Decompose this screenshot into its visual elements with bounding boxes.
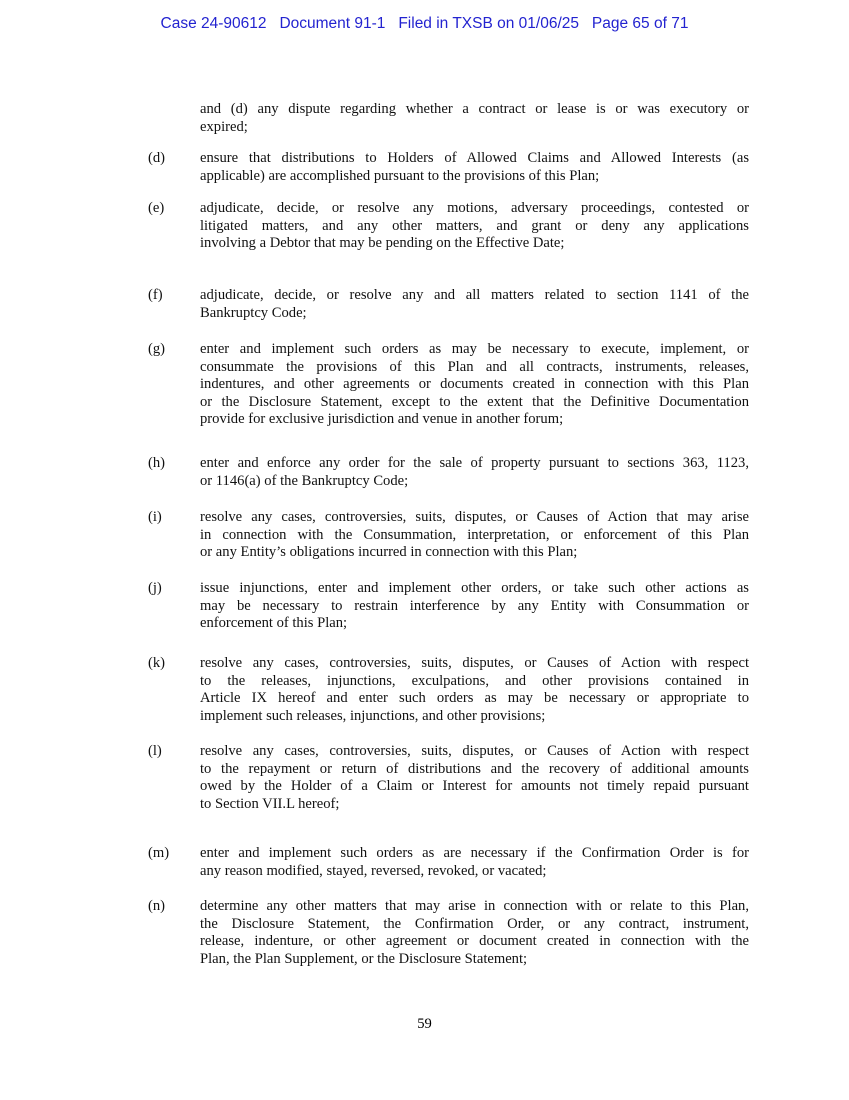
text-line: enter and implement such orders as are necessary if the Confirmation Order is for [200, 845, 749, 861]
paragraph-d [148, 150, 749, 185]
text-line: Article IX hereof and enter such orders as may be necessary or appropriate to [200, 690, 749, 707]
text-line: expired; [200, 118, 248, 135]
paragraph-text [200, 341, 749, 429]
text-line: enter and enforce any order for the sale of property pursuant to sections 363, 1123, [200, 455, 749, 471]
text-line: implement such releases, injunctions, and other provisions; [200, 707, 546, 724]
text-line: consummate the provisions of this Plan and all contracts, instruments, releases, [200, 358, 749, 375]
text-line: Plan, the Plan Supplement, or the Disclosure Statement; [200, 950, 528, 967]
text-line: adjudicate, decide, or resolve any motions, adversary proceedings, contested or [200, 200, 749, 216]
text-line: may be necessary to restrain interference by any Entity with Consummation or [200, 597, 749, 614]
text-line: or the Disclosure Statement, except to the extent that the Definitive Documentation [200, 393, 749, 410]
paragraph-n [148, 898, 749, 968]
text-line: or 1146(a) of the Bankruptcy Code; [200, 472, 409, 489]
text-line: or any Entity’s obligations incurred in connection with this Plan; [200, 544, 578, 561]
paragraph-m [148, 845, 749, 880]
text-line: release, indenture, or other agreement or document created in connection with the [200, 933, 749, 950]
paragraph-label: (i) [148, 509, 162, 525]
paragraph-label: (m) [148, 845, 170, 861]
text-line: to Section VII.L hereof; [200, 795, 340, 812]
paragraph-j [148, 580, 749, 633]
text-line: issue injunctions, enter and implement other orders, or take such other actions as [200, 580, 749, 596]
text-line: adjudicate, decide, or resolve any and all matters related to section 1141 of the [200, 287, 749, 303]
text-line: resolve any cases, controversies, suits, disputes, or Causes of Action with respect [200, 743, 749, 759]
text-line: and (d) any dispute regarding whether a contract or lease is or was executory or [200, 101, 749, 117]
text-line: to the repayment or return of distributions and the recovery of additional amounts [200, 760, 749, 777]
text-line: provide for exclusive jurisdiction and venue in another forum; [200, 411, 564, 428]
text-line: Bankruptcy Code; [200, 304, 307, 321]
paragraph-text [200, 200, 749, 253]
paragraph-i [148, 509, 749, 562]
text-line: enter and implement such orders as may be necessary to execute, implement, or [200, 341, 749, 357]
text-line: determine any other matters that may arise in connection with or relate to this Plan, [200, 898, 749, 914]
filing-header: Case 24-90612 Document 91-1 Filed in TXSB on 01/06/25 Page 65 of 71 [160, 15, 689, 32]
paragraph-h [148, 455, 749, 490]
paragraph-text [200, 509, 749, 562]
paragraph-label: (k) [148, 655, 166, 671]
text-line: in connection with the Consummation, interpretation, or enforcement of this Plan [200, 526, 749, 543]
paragraph-label: (j) [148, 580, 162, 596]
text-line: indentures, and other agreements or documents created in connection with this Plan [200, 376, 749, 393]
paragraph-text [200, 898, 749, 968]
text-line: resolve any cases, controversies, suits, disputes, or Causes of Action that may arise [200, 509, 749, 525]
paragraph-label: (f) [148, 287, 163, 303]
paragraph-label: (h) [148, 455, 166, 471]
text-line: to the releases, injunctions, exculpations, and other provisions contained in [200, 672, 749, 689]
paragraph-text [200, 845, 749, 880]
paragraph-label: (g) [148, 341, 166, 357]
paragraph-label: (d) [148, 150, 166, 166]
page-number: 59 [417, 1016, 432, 1032]
paragraph-e [148, 200, 749, 253]
text-line: involving a Debtor that may be pending on the Effective Date; [200, 235, 565, 252]
text-line: the Disclosure Statement, the Confirmation Order, or any contract, instrument, [200, 915, 749, 932]
paragraph-text [200, 455, 749, 490]
text-line: applicable) are accomplished pursuant to the provisions of this Plan; [200, 167, 600, 184]
text-line: resolve any cases, controversies, suits, disputes, or Causes of Action with respect [200, 655, 749, 671]
paragraph-f [148, 287, 749, 322]
paragraph-text [200, 150, 749, 185]
text-line: owed by the Holder of a Claim or Interest for amounts not timely repaid pursuant [200, 778, 749, 795]
paragraph-k [148, 655, 749, 725]
text-line: litigated matters, and any other matters, and grant or deny any applications [200, 217, 749, 234]
paragraph-text [200, 655, 749, 725]
paragraph-text [200, 743, 749, 813]
paragraph-continuation [148, 101, 749, 136]
paragraph-l [148, 743, 749, 813]
paragraph-text [200, 580, 749, 633]
paragraph-label: (l) [148, 743, 162, 759]
text-line: ensure that distributions to Holders of Allowed Claims and Allowed Interests (as [200, 150, 749, 166]
text-line: any reason modified, stayed, reversed, revoked, or vacated; [200, 862, 547, 879]
paragraph-text [200, 287, 749, 322]
paragraph-label: (n) [148, 898, 166, 914]
paragraph-text [200, 101, 749, 136]
paragraph-g [148, 341, 749, 429]
text-line: enforcement of this Plan; [200, 615, 348, 632]
paragraph-label: (e) [148, 200, 165, 216]
